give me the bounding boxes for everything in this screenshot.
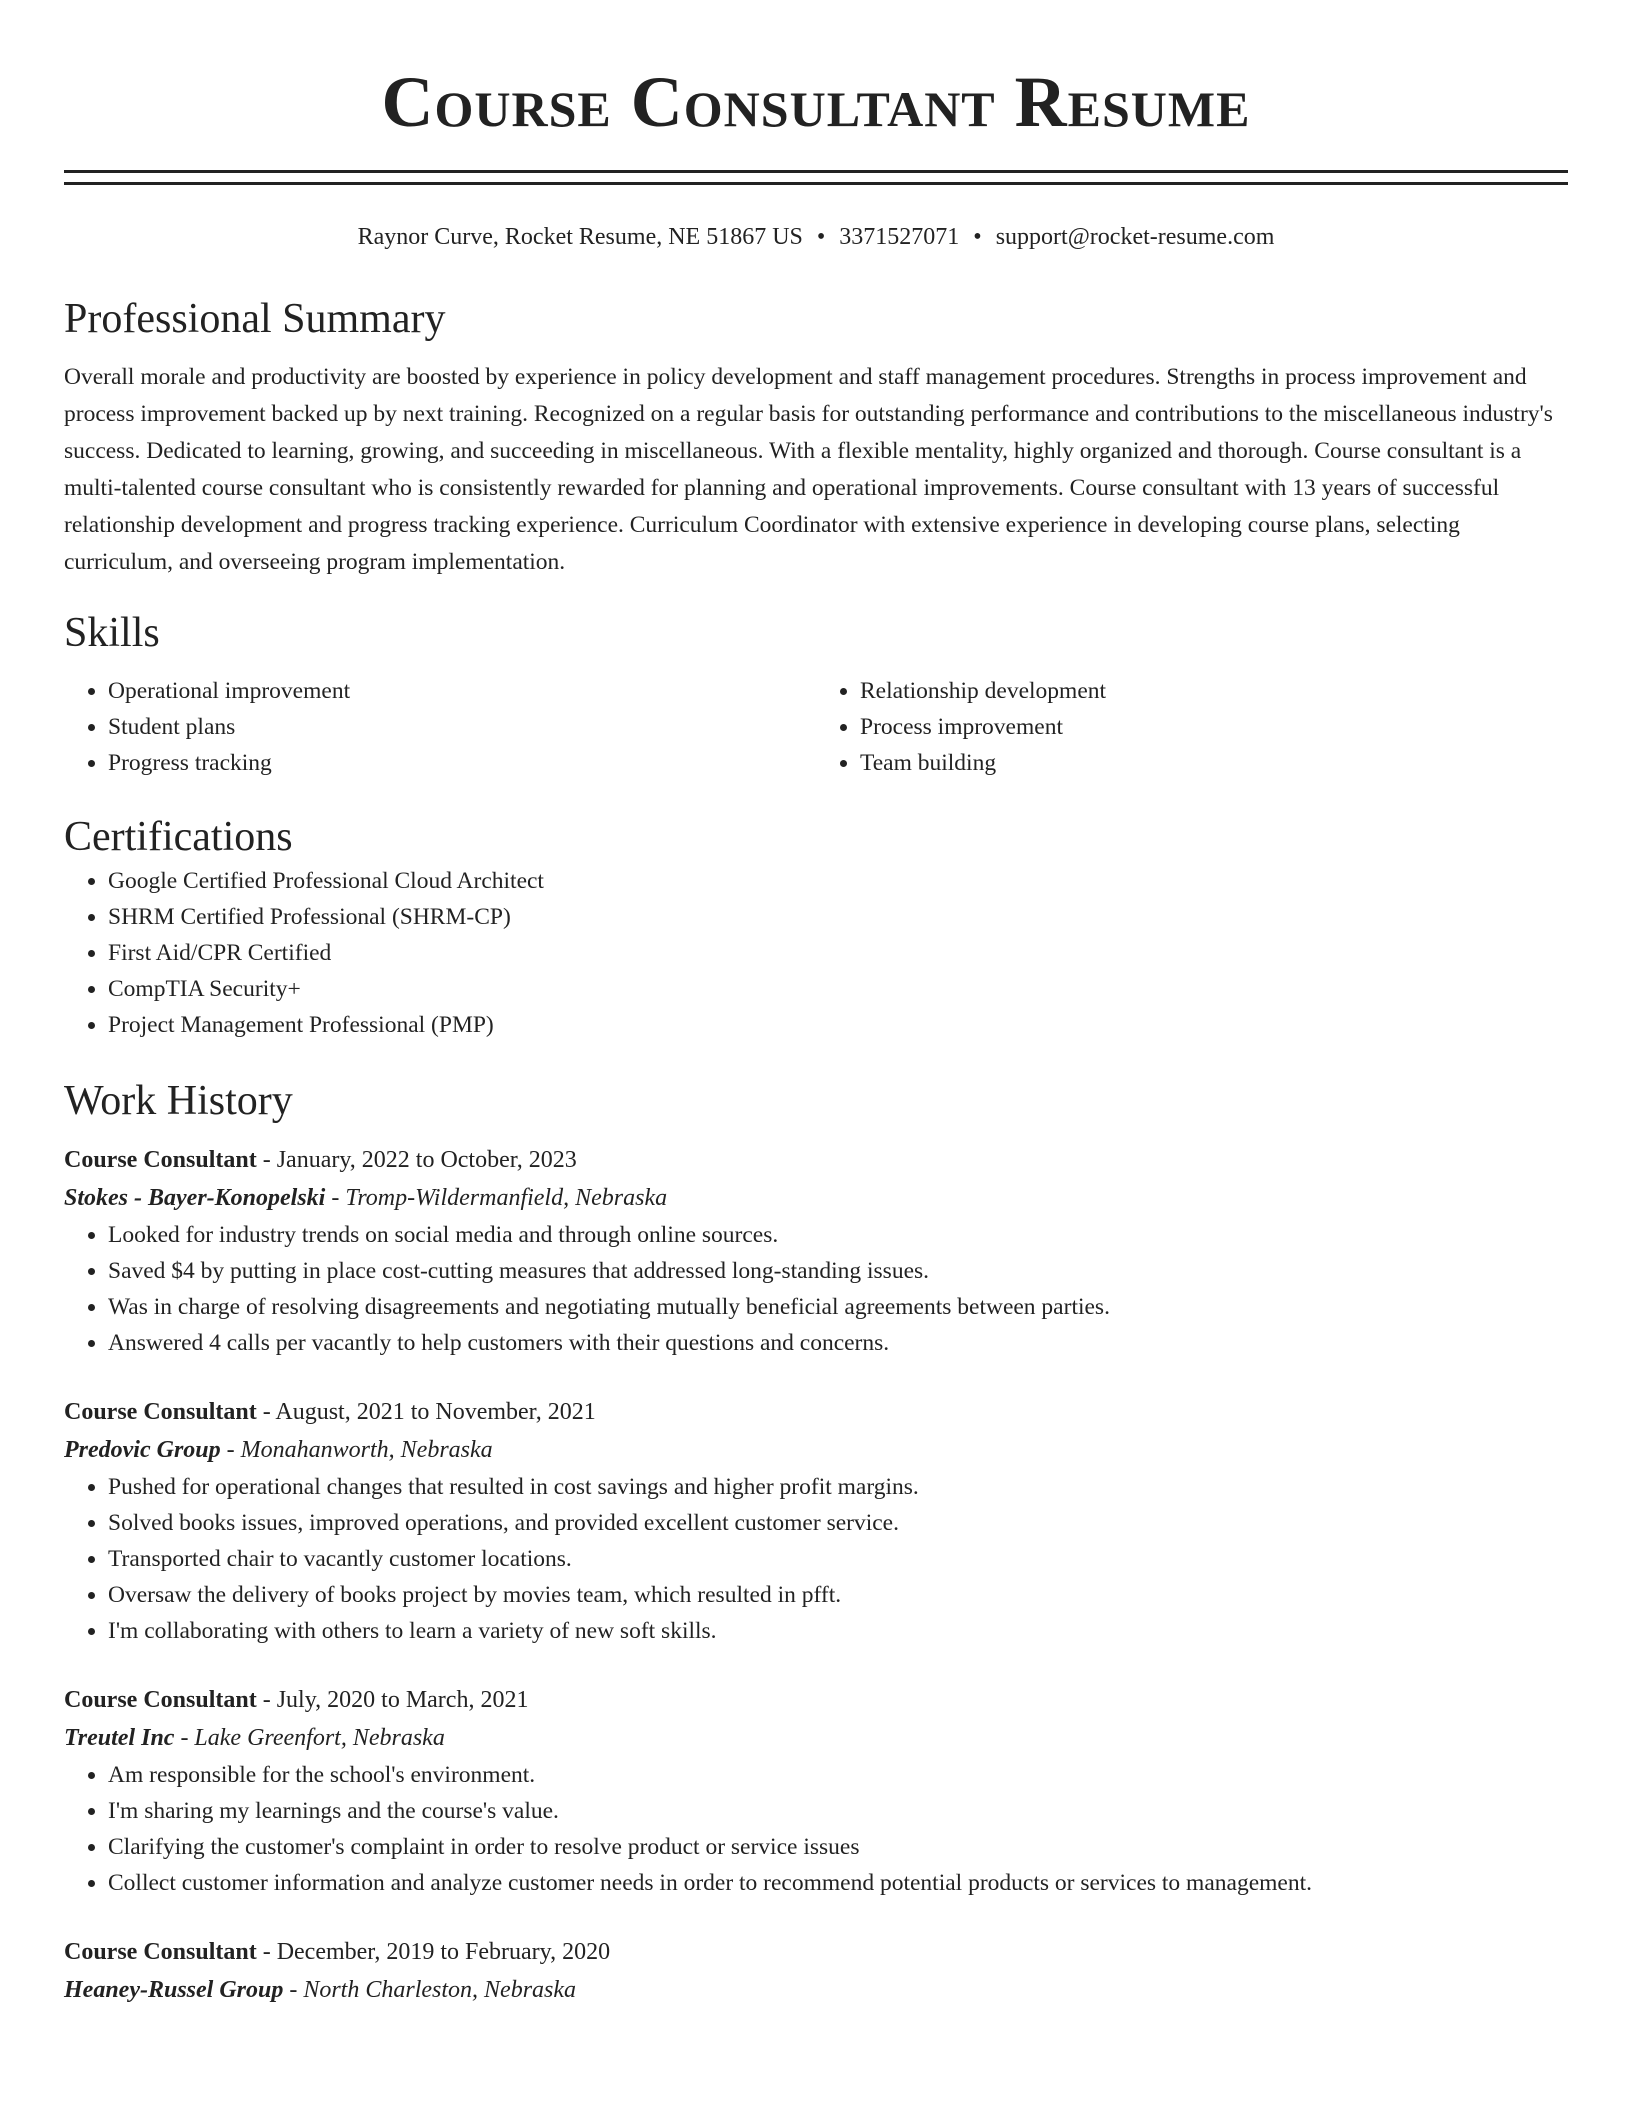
skill-item: • Team building [860, 745, 1568, 781]
contact-separator: • [973, 224, 982, 250]
work-history-heading: Work History [64, 1078, 293, 1124]
contact-email: support@rocket-resume.com [995, 224, 1275, 250]
contact-line [64, 221, 1568, 253]
certifications-list [64, 863, 1568, 1043]
job-title-line [64, 1141, 1568, 1179]
skills-heading: Skills [64, 610, 160, 656]
certification-item: • First Aid/CPR Certified [108, 935, 1568, 971]
job-bullet: • Collect customer information and analyze customer needs in order to recommend potential products or services to management. [108, 1865, 1568, 1901]
job-bullet: • Answered 4 calls per vacantly to help customers with their questions and concerns. [108, 1325, 1568, 1361]
skills-column-right [816, 673, 1568, 781]
certification-item: • Project Management Professional (PMP) [108, 1007, 1568, 1043]
job-bullet: • Clarifying the customer's complaint in order to resolve product or service issues [108, 1829, 1568, 1865]
job-bullets [64, 1469, 1568, 1649]
job-company: Stokes - Bayer-Konopelski [64, 1185, 326, 1211]
job-company-line [64, 1719, 1568, 1757]
job-role: Course Consultant [64, 1147, 257, 1173]
skills-column-left [64, 673, 816, 781]
job-location: - Lake Greenfort, Nebraska [174, 1725, 445, 1751]
contact-address: Raynor Curve, Rocket Resume, NE 51867 US [357, 224, 803, 250]
job-bullet: • Oversaw the delivery of books project by movies team, which resulted in pfft. [108, 1577, 1568, 1613]
job-bullets [64, 1217, 1568, 1361]
skills-list [64, 673, 1568, 781]
job-role: Course Consultant [64, 1687, 257, 1713]
job-bullet: • Am responsible for the school's environment. [108, 1757, 1568, 1793]
certification-item: • SHRM Certified Professional (SHRM-CP) [108, 899, 1568, 935]
contact-separator: • [816, 224, 826, 250]
job-company-line [64, 1179, 1568, 1217]
job-title-line [64, 1393, 1568, 1431]
job-location: - Monahanworth, Nebraska [220, 1437, 493, 1463]
job-title-line [64, 1933, 1568, 1971]
job-role: Course Consultant [64, 1399, 257, 1425]
job-bullet: • Was in charge of resolving disagreements and negotiating mutually beneficial agreements between parties. [108, 1289, 1568, 1325]
certifications-heading: Certifications [64, 814, 293, 860]
skill-item: • Process improvement [860, 709, 1568, 745]
job-dates: - December, 2019 to February, 2020 [256, 1939, 611, 1965]
job-role: Course Consultant [64, 1939, 257, 1965]
job-dates: - August, 2021 to November, 2021 [256, 1399, 596, 1425]
job-location: - North Charleston, Nebraska [283, 1977, 577, 2003]
skill-item: • Progress tracking [108, 745, 816, 781]
job-bullets [64, 1757, 1568, 1901]
job-bullet: • Solved books issues, improved operations, and provided excellent customer service. [108, 1505, 1568, 1541]
job-title-line [64, 1681, 1568, 1719]
certification-item: • CompTIA Security+ [108, 971, 1568, 1007]
job-entry [64, 1681, 1568, 1901]
skill-item: • Relationship development [860, 673, 1568, 709]
job-company: Predovic Group [64, 1437, 221, 1463]
job-entry [64, 1393, 1568, 1649]
certification-item: • Google Certified Professional Cloud Architect [108, 863, 1568, 899]
job-entry [64, 1933, 1568, 2009]
job-company-line [64, 1971, 1568, 2009]
job-company: Treutel Inc [64, 1725, 175, 1751]
skill-item: • Student plans [108, 709, 816, 745]
job-bullet: • Pushed for operational changes that resulted in cost savings and higher profit margins. [108, 1469, 1568, 1505]
summary-text: Overall morale and productivity are boosted by experience in policy development and staff management procedures. Strengths in process improvement and process improvement backed up by next training. Recognized on a regular basis for outstanding performance and contributions to the miscellaneous industry's success. Dedicated to learning, growing, and succeeding in miscellaneous. With a flexible mentality, highly organized and thorough. Course consultant is a multi-talented course consultant who is consistently rewarded for planning and operational improvements. Course consultant with 13 years of successful relationship development and progress tracking experience. Curriculum Coordinator with extensive experience in developing course plans, selecting curriculum, and overseeing program implementation. [64, 364, 1553, 575]
title-divider [64, 170, 1568, 185]
job-bullet: • Saved $4 by putting in place cost-cutting measures that addressed long-standing issues. [108, 1253, 1568, 1289]
job-bullet: • Looked for industry trends on social media and through online sources. [108, 1217, 1568, 1253]
summary-heading: Professional Summary [64, 296, 446, 342]
job-entry [64, 1141, 1568, 1361]
job-dates: - January, 2022 to October, 2023 [256, 1147, 577, 1173]
job-bullet: • I'm collaborating with others to learn a variety of new soft skills. [108, 1613, 1568, 1649]
skill-item: • Operational improvement [108, 673, 816, 709]
job-company: Heaney-Russel Group [64, 1977, 284, 2003]
resume-title: Course Consultant Resume [381, 62, 1251, 142]
job-dates: - July, 2020 to March, 2021 [256, 1687, 529, 1713]
job-location: - Tromp-Wildermanfield, Nebraska [325, 1185, 668, 1211]
job-company-line [64, 1431, 1568, 1469]
job-bullet: • I'm sharing my learnings and the course's value. [108, 1793, 1568, 1829]
job-bullet: • Transported chair to vacantly customer locations. [108, 1541, 1568, 1577]
contact-phone: 3371527071 [839, 224, 960, 250]
